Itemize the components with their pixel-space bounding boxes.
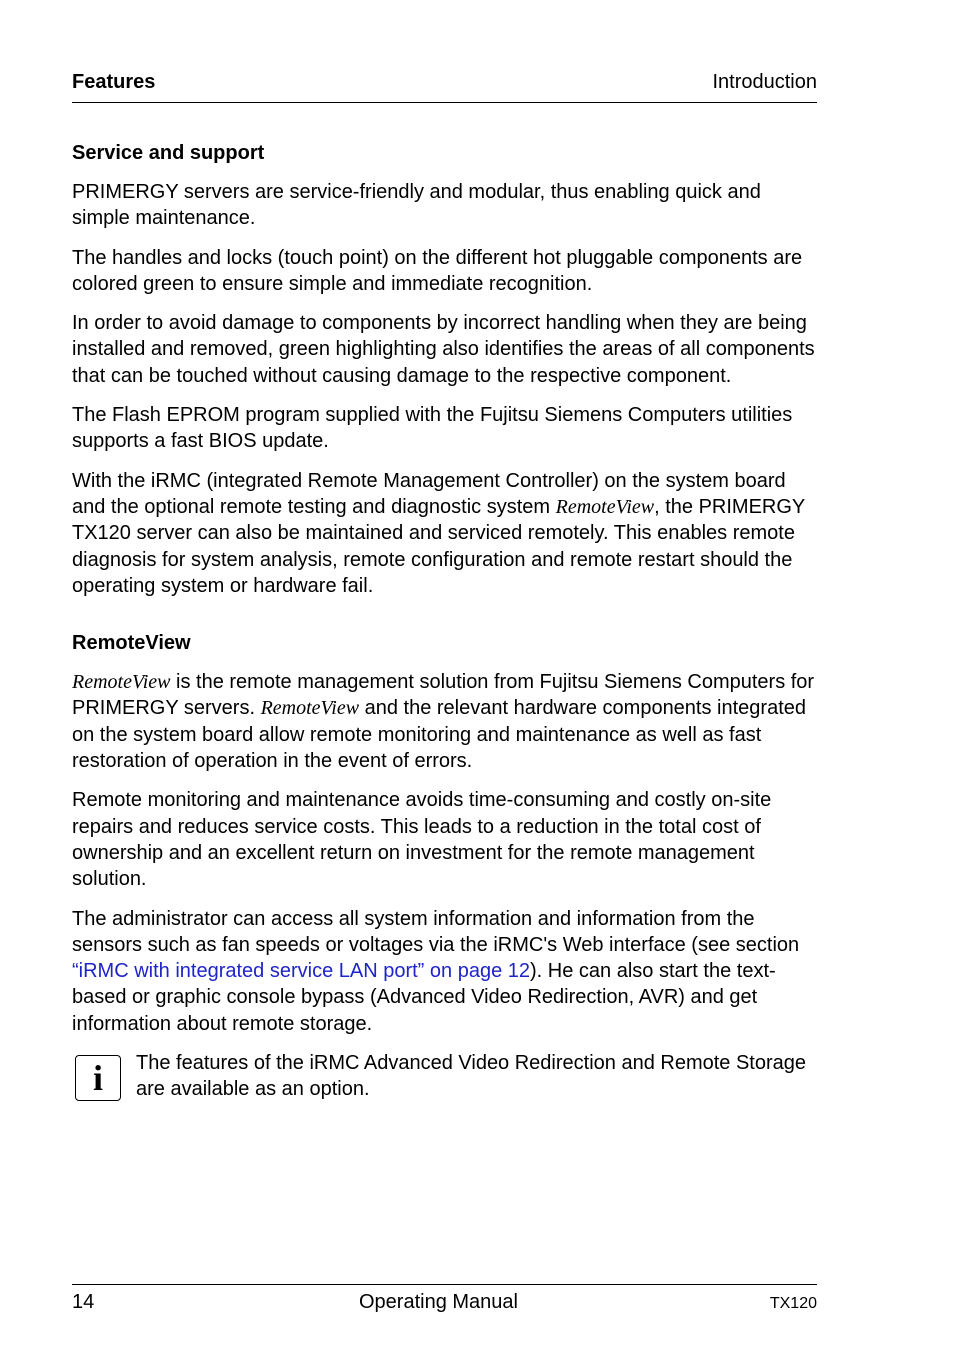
paragraph-service-5	[72, 468, 820, 599]
manual-title: Operating Manual	[359, 1291, 518, 1313]
paragraph-service-5-text-a: With the iRMC (integrated Remote Management Controller) on the system board and the optional remote testing and diagnostic system	[72, 469, 786, 518]
cross-reference-link[interactable]: “iRMC with integrated service LAN port” on page 12	[72, 960, 530, 983]
info-icon-glyph: i	[92, 1058, 103, 1099]
remoteview-term: RemoteView	[72, 671, 171, 694]
paragraph-service-3: In order to avoid damage to components by incorrect handling when they are being installed and removed, green highlighting also identifies the areas of all components that can be touched without causing damage to the respective component.	[72, 312, 815, 387]
heading-service-and-support: Service and support	[72, 142, 265, 164]
paragraph-remoteview-1-text-a: is the remote management solution from Fujitsu Siemens Computers for PRIMERGY servers.	[72, 671, 815, 720]
info-note-text: The features of the iRMC Advanced Video Redirection and Remote Storage are available as an option.	[136, 1052, 807, 1101]
page-footer	[72, 1284, 817, 1325]
header-chapter-title: Introduction	[712, 71, 817, 93]
paragraph-remoteview-3-text-b: ). He can also start the text-based or graphic console bypass (Advanced Video Redirection, AVR) and get information about remote storage.	[72, 960, 776, 1035]
page-number: 14	[72, 1291, 95, 1313]
remoteview-term: RemoteView	[260, 697, 360, 720]
model-name: TX120	[769, 1295, 817, 1312]
heading-remoteview: RemoteView	[72, 632, 191, 655]
paragraph-service-5-text-b: , the PRIMERGY TX120 server can also be maintained and serviced remotely. This enables remote diagnosis for system analysis, remote configuration and remote restart should the operating system or hardware fail.	[72, 495, 805, 597]
remoteview-term: RemoteView	[555, 495, 655, 518]
header-section-title: Features	[72, 71, 156, 93]
page-header	[72, 71, 817, 103]
paragraph-service-4: The Flash EPROM program supplied with the Fujitsu Siemens Computers utilities supports a fast BIOS update.	[72, 404, 793, 453]
paragraph-remoteview-1	[72, 669, 820, 774]
paragraph-service-2: The handles and locks (touch point) on the different hot pluggable components are colored green to ensure simple and immediate recognition.	[72, 246, 803, 295]
paragraph-service-1: PRIMERGY servers are service-friendly and modular, thus enabling quick and simple maintenance.	[72, 181, 761, 230]
paragraph-remoteview-1-text-b: and the relevant hardware components integrated on the system board allow remote monitoring and maintenance as well as fast restoration of operation in the event of errors.	[72, 697, 806, 773]
paragraph-remoteview-2: Remote monitoring and maintenance avoids time-consuming and costly on-site repairs and reduces service costs. This leads to a reduction in the total cost of ownership and an excellent return on investment for the remote management solution.	[72, 789, 772, 891]
info-note	[72, 1050, 820, 1103]
page-content	[72, 140, 820, 1103]
info-icon	[75, 1055, 121, 1101]
paragraph-remoteview-3	[72, 906, 820, 1037]
paragraph-remoteview-3-text-a: The administrator can access all system information and information from the sensors such as fan speeds or voltages via the iRMC's Web interface (see section	[72, 907, 800, 956]
